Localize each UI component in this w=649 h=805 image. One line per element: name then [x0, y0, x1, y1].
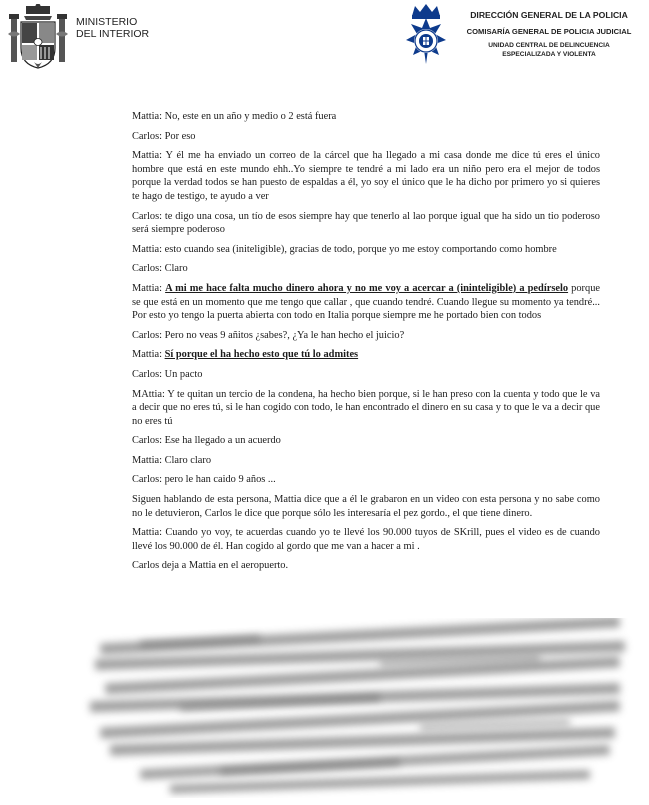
transcript-line-emphasis	[132, 348, 600, 362]
highlighted-quote: Sí porque el ha hecho esto que tú lo admites	[164, 349, 359, 361]
letterhead	[0, 0, 649, 95]
transcript-summary: Carlos deja a Mattia en el aeropuerto.	[132, 560, 289, 572]
transcript-line: Carlos: Un pacto	[132, 368, 203, 380]
transcript-line: Carlos: Ese ha llegado a un acuerdo	[132, 435, 281, 447]
ministry-line-2: DEL INTERIOR	[76, 28, 150, 40]
transcript-line: Mattia: Claro claro	[132, 454, 212, 466]
transcript	[132, 110, 600, 579]
highlighted-quote: A mi me hace falta mucho dinero ahora y no me voy a acercar a (ininteligible) a pedírselo	[165, 282, 569, 294]
spain-coat-of-arms-icon	[8, 4, 68, 70]
transcript-summary: Siguen hablando de esta persona, Mattia dice que a él le grabaron en un video con esta persona y no sabe como no le detuvieron, Carlos le dice que porque sólo les interesaría el pez gordo., el que tiene dinero.	[132, 494, 600, 519]
transcript-line-emphasis	[132, 282, 600, 323]
ministry-line-1: MINISTERIO	[76, 16, 138, 28]
transcript-line: Mattia: Y él me ha enviado un correo de la cárcel que ha llegado a mi casa donde me dice tú eres el único hombre que está en este mundo ehh..Yo siempre te tendré a mi lado era un niño pero era el mejor de todos porque la verdad todos se han puesto de espaldas a él, yo soy el único que le ha dicho por primero yo si quieres te hago de testigo, te ayudo a ver	[132, 150, 600, 202]
speaker-label: Mattia:	[132, 282, 166, 294]
transcript-line: Mattia: No, este en un año y medio o 2 está fuera	[132, 111, 337, 122]
national-police-badge-icon	[398, 2, 454, 66]
police-commissariat: COMISARÍA GENERAL DE POLICIA JUDICIAL	[466, 27, 632, 36]
ministry-name	[76, 16, 149, 40]
police-unit-name	[459, 9, 639, 59]
transcript-line: Carlos: Por eso	[132, 130, 196, 142]
speaker-label: Mattia:	[132, 349, 165, 361]
transcript-line: Carlos: Claro	[132, 263, 188, 275]
police-unit-line-1: UNIDAD CENTRAL DE DELINCUENCIA	[488, 42, 610, 49]
police-unit-line-2: ESPECIALIZADA Y VIOLENTA	[502, 51, 596, 58]
transcript-line: Carlos: te digo una cosa, un tío de esos siempre hay que tenerlo al lao porque igual que ha sido un tio poderoso será siempre poderoso	[132, 210, 600, 236]
transcript-line: Mattia: esto cuando sea (initeligible), gracias de todo, porque yo me estoy comportando como hombre	[132, 243, 557, 255]
quote-continuation: porque se que está en un momento que me tengo que callar , que cuando tendré. Cuando llegue su momento ya tendré... Por esto yo tengo la puerta abierta con todo en Italia porque siempre me he portado bien con todos	[132, 282, 601, 322]
transcript-line: Mattia: Cuando yo voy, te acuerdas cuando yo te llevé los 90.000 tuyos de SKrill, pues el video es de cuando llevé los 90.000 de él. Han cogido al gordo que me van a hacer a mi .	[132, 527, 600, 552]
police-directorate: DIRECCIÓN GENERAL DE LA POLICIA	[470, 10, 628, 20]
transcript-line: Carlos: Pero no veas 9 añitos ¿sabes?, ¿Ya le han hecho el juicio?	[132, 329, 405, 341]
transcript-line: MAttia: Y te quitan un tercio de la condena, ha hecho bien porque, si le han preso con la cuenta y todo que le va a decir que no eres tú, si le han cogido con todo, le han encontrado el dinero en su casa y to que le va a decir que no eres tú	[132, 388, 600, 427]
redacted-blurred-area	[80, 618, 640, 798]
transcript-line: Carlos: pero le han caido 9 años ...	[132, 474, 276, 486]
